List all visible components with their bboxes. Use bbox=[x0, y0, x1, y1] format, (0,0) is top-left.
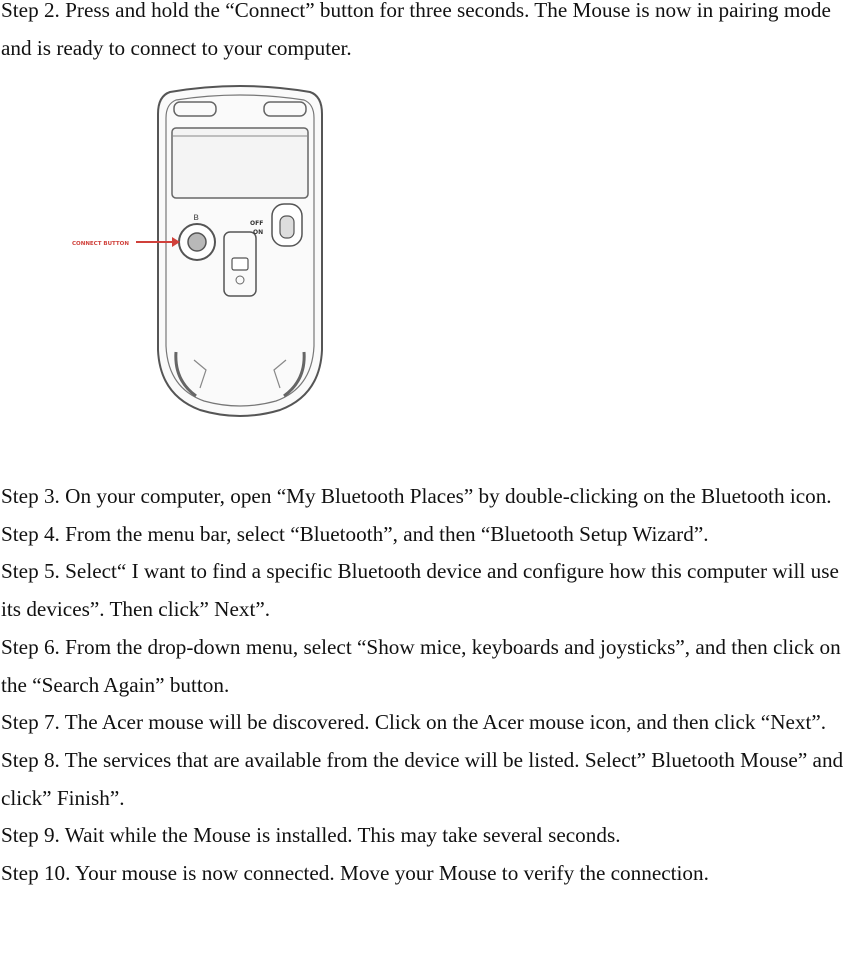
step-7-paragraph: Step 7. The Acer mouse will be discovered. Click on the Acer mouse icon, and then click “Next”. bbox=[1, 710, 827, 735]
step-8-paragraph: Step 8. The services that are available from the device will be listed. Select” Bluetooth Mouse” and click” Finish”. bbox=[1, 747, 844, 810]
steps-list bbox=[1, 478, 853, 893]
mouse-underside-illustration bbox=[0, 70, 450, 440]
step-2-paragraph: Step 2. Press and hold the “Connect” button for three seconds. The Mouse is now in pairing mode and is ready to connect to your computer. bbox=[1, 0, 831, 60]
step-6-paragraph: Step 6. From the drop-down menu, select “Show mice, keyboards and joysticks”, and then click on the “Search Again” button. bbox=[1, 634, 841, 697]
mouse-underside-figure bbox=[0, 70, 450, 440]
step-9-paragraph: Step 9. Wait while the Mouse is installed. This may take several seconds. bbox=[1, 823, 621, 848]
connect-button-center bbox=[188, 233, 206, 251]
switch-on-label: ON bbox=[253, 229, 264, 236]
switch-off-label: OFF bbox=[250, 220, 264, 227]
battery-cover bbox=[172, 128, 308, 198]
sensor-lens bbox=[232, 258, 248, 270]
step-4-paragraph: Step 4. From the menu bar, select “Bluetooth”, and then “Bluetooth Setup Wizard”. bbox=[1, 521, 709, 546]
step-5-paragraph: Step 5. Select“ I want to find a specific Bluetooth device and configure how this computer will use its devices”. Then click” Next”. bbox=[1, 559, 839, 622]
connect-button-callout-label: CONNECT BUTTON bbox=[72, 241, 129, 247]
step-3-paragraph: Step 3. On your computer, open “My Bluetooth Places” by double-clicking on the Bluetooth icon. bbox=[1, 484, 832, 508]
power-switch-knob bbox=[280, 216, 294, 238]
step-10-paragraph: Step 10. Your mouse is now connected. Move your Mouse to verify the connection. bbox=[1, 861, 709, 886]
bluetooth-symbol: ʙ bbox=[193, 212, 199, 223]
